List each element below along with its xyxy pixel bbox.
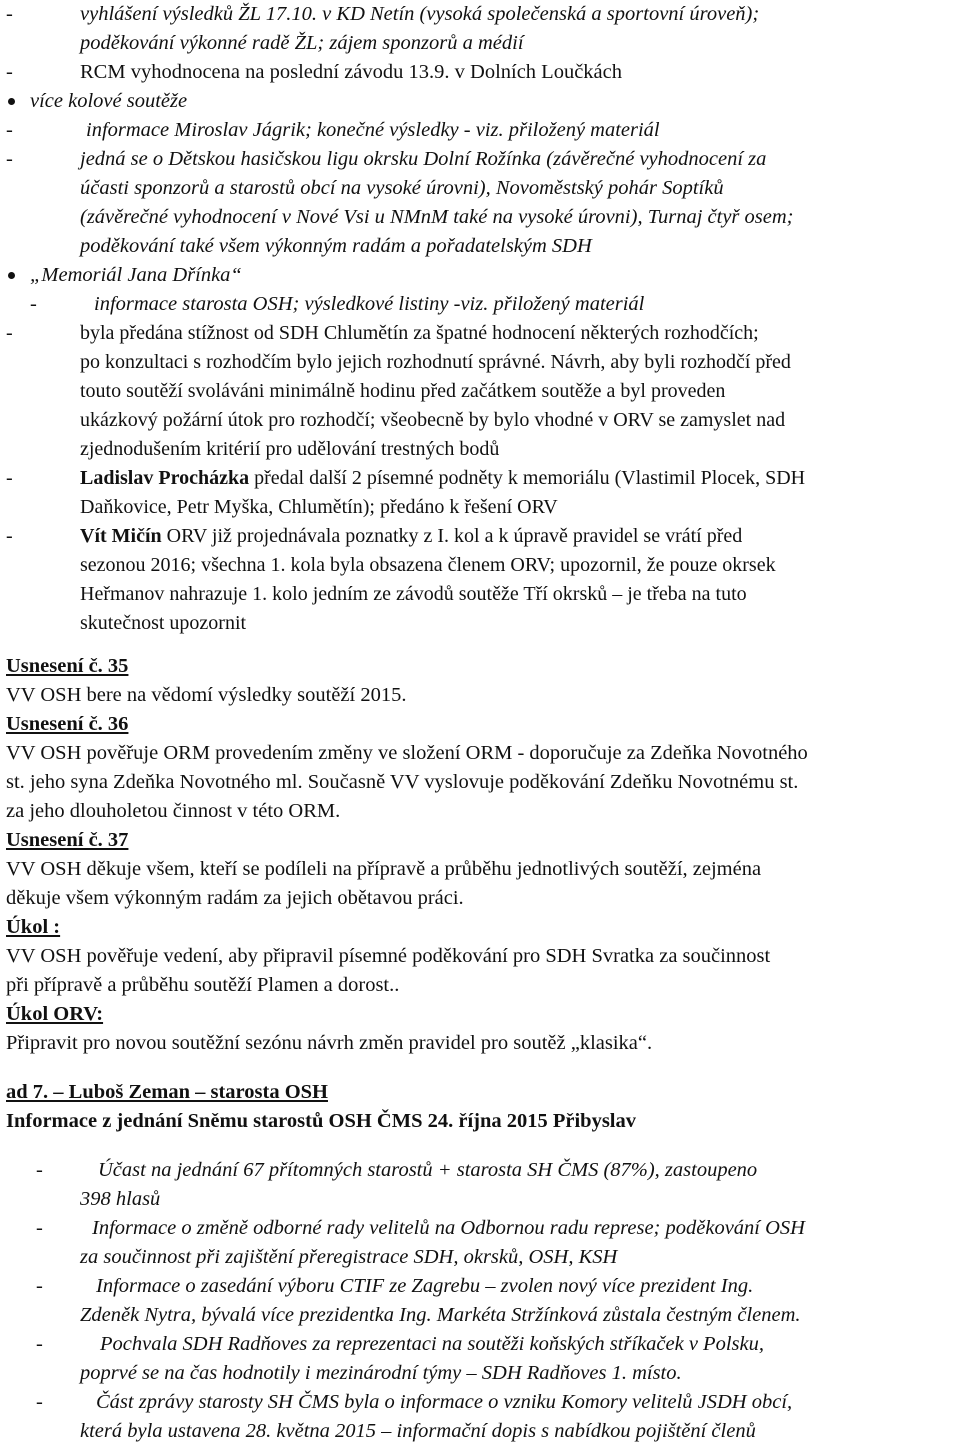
resolution-line: VV OSH pověřuje ORM provedením změny ve složení ORM - doporučuje za Zdeňka Novotného [6,742,808,764]
dash-marker: - [6,61,13,83]
dash-marker: - [6,3,13,25]
section-subheading: Informace z jednání Sněmu starostů OSH ČMS 24. října 2015 Přibyslav [6,1110,637,1132]
resolution-block [6,652,956,710]
bullet-dot-icon [8,98,15,105]
dash-marker: - [6,467,13,489]
text-line: (závěrečné vyhodnocení v Nové Vsi u NMnM také na vysoké úrovni), Turnaj čtyř osem; [80,206,794,228]
text-line: - jedná se o Dětskou hasičskou ligu okrsku Dolní Rožínka (závěrečné vyhodnocení za [6,145,956,174]
task-heading: Úkol : [6,916,61,938]
text-line: touto soutěží svoláváni minimálně hodinu před začátkem soutěže a byl proveden [80,380,726,402]
person-name: Ladislav Procházka [80,467,250,489]
dash-marker: - [36,1333,43,1355]
resolution-heading: Usnesení č. 35 [6,655,129,677]
text-line: poděkování výkonné radě ŽL; zájem sponzorů a médií [80,32,524,54]
resolution-block [6,826,956,913]
resolution-line: VV OSH bere na vědomí výsledky soutěží 2015. [6,684,407,706]
resolution-line: VV OSH děkuje všem, kteří se podíleli na přípravě a průběhu jednotlivých soutěží, zejména [6,858,762,880]
resolution-line: st. jeho syna Zdeňka Novotného ml. Současně VV vyslovuje poděkování Zdeňku Novotnému st. [6,771,799,793]
dash-marker: - [30,293,37,315]
bullet-dot-icon [8,272,15,279]
text-line: - vyhlášení výsledků ŽL 17.10. v KD Netín (vysoká společenská a sportovní úroveň); [6,0,956,29]
dash-marker: - [36,1275,43,1297]
section-heading: ad 7. – Luboš Zeman – starosta OSH [6,1081,328,1103]
text-line: - byla předána stížnost od SDH Chlumětín za špatné hodnocení některých rozhodčích; [6,319,956,348]
text-line: - Ladislav Procházka předal další 2 písemné podněty k memoriálu (Vlastimil Plocek, SDH [6,464,956,493]
resolution-line: děkuje všem výkonným radám za jejich obětavou práci. [6,887,464,909]
text-line: - RCM vyhodnocena na poslední závodu 13.9. v Dolních Loučkách [6,58,956,87]
list-item: - Část zprávy starosty SH ČMS byla o informace o vzniku Komory velitelů JSDH obcí, která byla ustavena 28. května 2015 – informační dopis s nabídkou pojištění členů [6,1388,956,1446]
text-line: sezonou 2016; všechna 1. kola byla obsazena členem ORV; upozornil, že pouze okrsek [80,554,776,576]
bullet-item: více kolové soutěže [6,87,956,116]
text-line: ukázkový požární útok pro rozhodčí; všeobecně by bylo vhodné v ORV se zamyslet nad [80,409,786,431]
bullet-item: „Memoriál Jana Dřínka“ [6,261,956,290]
text-line: - Vít Mičín ORV již projednávala poznatky z I. kol a k úpravě pravidel se vrátí před [6,522,956,551]
resolution-block [6,710,956,826]
list-item: - Pochvala SDH Radňoves za reprezentaci na soutěži koňských stříkaček v Polsku, poprvé se na čas hodnotily i mezinárodní týmy – SDH Radňoves 1. místo. [6,1330,956,1388]
task-heading: Úkol ORV: [6,1003,104,1025]
dash-marker: - [6,119,13,141]
task-line: VV OSH pověřuje vedení, aby připravil písemné poděkování pro SDH Svratka za součinnost [6,945,771,967]
list-item: - Informace o zasedání výboru CTIF ze Zagrebu – zvolen nový více prezident Ing. Zdeněk Nytra, bývalá více prezidentka Ing. Markéta Stržínková zůstala čestným členem. [6,1272,956,1330]
dash-marker: - [36,1159,43,1181]
dash-marker: - [6,148,13,170]
dash-marker: - [6,322,13,344]
task-line: při přípravě a průběhu soutěží Plamen a dorost.. [6,974,400,996]
resolution-heading: Usnesení č. 36 [6,713,129,735]
text-line: Daňkovice, Petr Myška, Chlumětín); předáno k řešení ORV [80,496,558,518]
text-line: zjednodušením kritérií pro udělování trestných bodů [80,438,500,460]
dash-marker: - [36,1217,43,1239]
list-item: - Informace o změně odborné rady velitelů na Odbornou radu represe; poděkování OSH za součinnost při zajištění přeregistrace SDH, okrsků, OSH, KSH [6,1214,956,1272]
task-block [6,1000,956,1058]
text-line: poděkování také všem výkonným radám a pořadatelským SDH [80,235,592,257]
text-line: účasti sponzorů a starostů obcí na vysoké úrovni), Novoměstský pohár Soptíků [80,177,724,199]
resolution-heading: Usnesení č. 37 [6,829,129,851]
task-block [6,913,956,1000]
task-line: Připravit pro novou soutěžní sezónu návrh změn pravidel pro soutěž „klasika“. [6,1032,653,1054]
list-item: - Účast na jednání 67 přítomných starostů + starosta SH ČMS (87%), zastoupeno 398 hlasů [6,1156,956,1214]
document-page [6,0,956,1446]
text-line: - informace Miroslav Jágrik; konečné výsledky - viz. přiložený materiál [6,116,956,145]
text-line: Heřmanov nahrazuje 1. kolo jedním ze závodů soutěže Tří okrsků – je třeba na tuto [80,583,747,605]
resolution-line: za jeho dlouholetou činnost v této ORM. [6,800,341,822]
text-line: - informace starosta OSH; výsledkové listiny -viz. přiložený materiál [6,290,956,319]
text-line: po konzultaci s rozhodčím bylo jejich rozhodnutí správné. Návrh, aby byli rozhodčí před [80,351,791,373]
dash-marker: - [36,1391,43,1413]
text-line: skutečnost upozornit [80,612,247,634]
dash-marker: - [6,525,13,547]
person-name: Vít Mičín [80,525,162,547]
